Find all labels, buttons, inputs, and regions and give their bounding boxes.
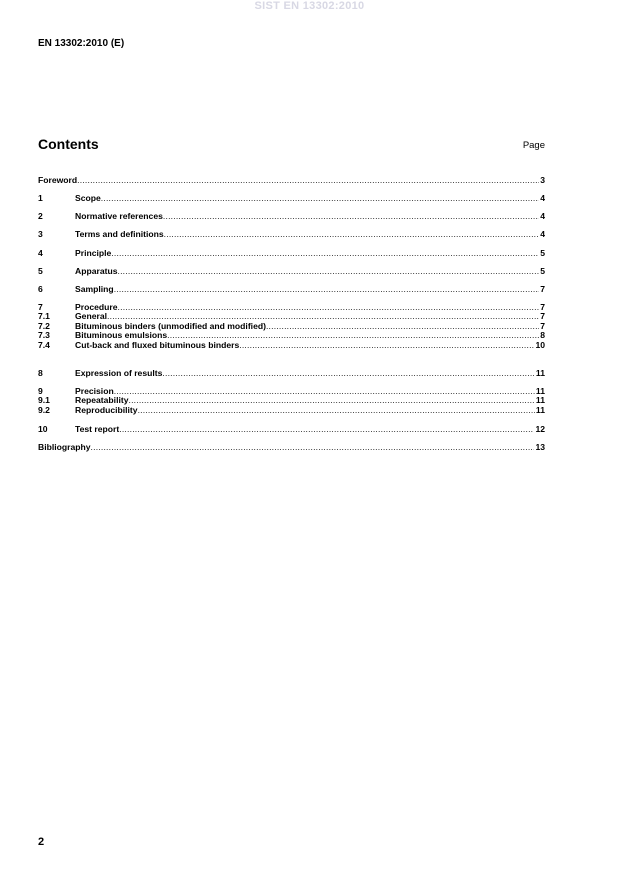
- toc-entry[interactable]: [38, 285, 545, 294]
- toc-dot-leader: [138, 406, 535, 415]
- toc-entry-title: Test report: [75, 424, 120, 434]
- contents-heading: Contents: [38, 136, 99, 152]
- toc-entry-title: Procedure: [75, 302, 118, 312]
- toc-entry[interactable]: [38, 212, 545, 221]
- toc-entry-page: 11: [535, 386, 545, 396]
- toc-entry[interactable]: [38, 194, 545, 203]
- toc-entry-page: 7: [540, 302, 545, 312]
- toc-entry-number: 1: [38, 193, 43, 203]
- toc-entry-page: 10: [535, 340, 545, 350]
- toc-dot-leader: [91, 443, 535, 452]
- toc-dot-leader: [162, 369, 535, 378]
- toc-entry[interactable]: [38, 369, 545, 378]
- toc-entry-page: 7: [540, 321, 545, 331]
- toc-entry-title: Bibliography: [38, 442, 91, 452]
- toc-entry-number: 9: [38, 386, 43, 396]
- toc-entry-title: Bituminous emulsions: [75, 330, 168, 340]
- toc-entry-page: 11: [535, 368, 545, 378]
- toc-entry-number: 7.4: [38, 340, 50, 350]
- toc-entry-page: 8: [540, 330, 545, 340]
- toc-dot-leader: [163, 212, 539, 221]
- toc-dot-leader: [239, 341, 534, 350]
- toc-entry[interactable]: [38, 396, 545, 405]
- toc-entry-number: 7.1: [38, 311, 50, 321]
- toc-entry[interactable]: [38, 443, 545, 452]
- watermark: SIST EN 13302:2010: [254, 0, 365, 12]
- toc-entry-page: 5: [540, 248, 545, 258]
- toc-entry-page: 4: [540, 211, 545, 221]
- toc-entry[interactable]: [38, 230, 545, 239]
- toc-entry-title: Repeatability: [75, 395, 129, 405]
- toc-entry-title: Cut-back and fluxed bituminous binders: [75, 340, 240, 350]
- toc-entry[interactable]: [38, 312, 545, 321]
- toc-entry-number: 9.2: [38, 405, 50, 415]
- toc-entry[interactable]: [38, 425, 545, 434]
- toc-dot-leader: [129, 396, 535, 405]
- toc-entry-page: 7: [540, 284, 545, 294]
- toc-entry[interactable]: [38, 303, 545, 312]
- toc-entry[interactable]: [38, 406, 545, 415]
- toc-entry[interactable]: [38, 331, 545, 340]
- toc-entry-page: 7: [540, 311, 545, 321]
- toc-entry-page: 12: [535, 424, 545, 434]
- toc-dot-leader: [118, 267, 540, 276]
- toc-dot-leader: [101, 194, 539, 203]
- toc-entry-page: 4: [540, 229, 545, 239]
- toc-entry-title: Bituminous binders (unmodified and modified): [75, 321, 266, 331]
- toc-dot-leader: [164, 230, 540, 239]
- toc-entry-title: Terms and definitions: [75, 229, 164, 239]
- toc-entry-title: Reproducibility: [75, 405, 138, 415]
- toc-entry-title: Apparatus: [75, 266, 118, 276]
- toc-entry-title: Normative references: [75, 211, 163, 221]
- toc-dot-leader: [118, 303, 540, 312]
- toc-entry-title: Principle: [75, 248, 112, 258]
- toc-entry-title: Precision: [75, 386, 114, 396]
- toc-entry[interactable]: [38, 176, 545, 185]
- toc-entry-title: Expression of results: [75, 368, 163, 378]
- toc-dot-leader: [77, 176, 539, 185]
- toc-entry-number: 8: [38, 368, 43, 378]
- toc-entry-title: Sampling: [75, 284, 114, 294]
- toc-entry[interactable]: [38, 249, 545, 258]
- toc-entry-title: General: [75, 311, 108, 321]
- toc-entry-number: 9.1: [38, 395, 50, 405]
- toc-entry-page: 5: [540, 266, 545, 276]
- toc-entry-number: 4: [38, 248, 43, 258]
- toc-entry-page: 11: [535, 395, 545, 405]
- toc-entry-number: 3: [38, 229, 43, 239]
- toc-dot-leader: [114, 285, 540, 294]
- toc-entry-page: 3: [540, 175, 545, 185]
- toc-dot-leader: [107, 312, 539, 321]
- toc-entry-page: 11: [535, 405, 545, 415]
- toc-entry-page: 4: [540, 193, 545, 203]
- toc-dot-leader: [114, 387, 535, 396]
- toc-entry-number: 5: [38, 266, 43, 276]
- page-number: 2: [38, 836, 45, 848]
- toc-entry-number: 10: [38, 424, 48, 434]
- toc-entry-number: 6: [38, 284, 43, 294]
- toc-entry-number: 2: [38, 211, 43, 221]
- toc-entry-page: 13: [535, 442, 545, 452]
- toc-entry[interactable]: [38, 267, 545, 276]
- toc-dot-leader: [111, 249, 539, 258]
- document-id: EN 13302:2010 (E): [38, 38, 125, 49]
- toc-entry-number: 7: [38, 302, 43, 312]
- toc-entry-number: 7.3: [38, 330, 50, 340]
- toc-dot-leader: [266, 322, 539, 331]
- toc-entry-title: Scope: [75, 193, 101, 203]
- toc-entry-title: Foreword: [38, 175, 78, 185]
- toc-entry-number: 7.2: [38, 321, 50, 331]
- toc-dot-leader: [167, 331, 539, 340]
- toc-entry[interactable]: [38, 341, 545, 350]
- toc-dot-leader: [119, 425, 534, 434]
- page-column-label: Page: [522, 140, 545, 151]
